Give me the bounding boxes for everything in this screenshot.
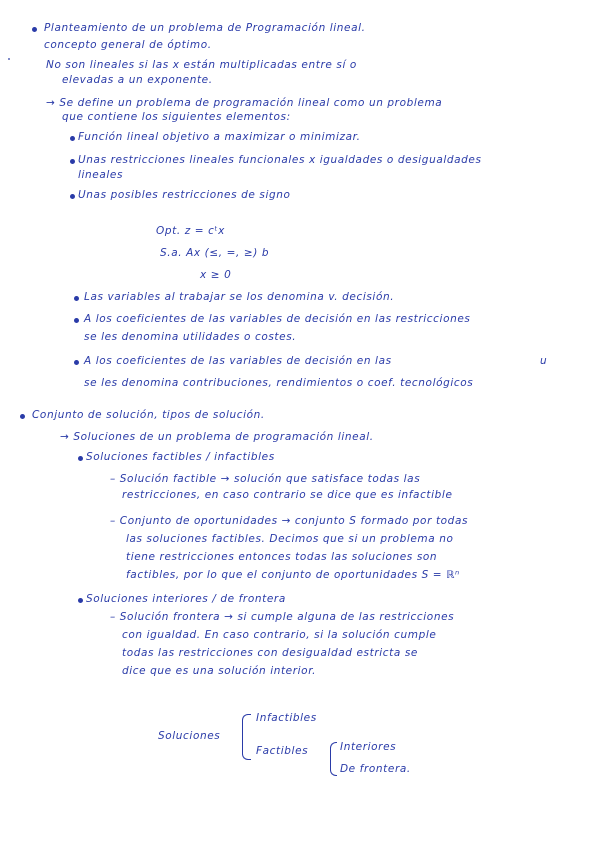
text-line: restricciones, en caso contrario se dice que es infactible: [122, 489, 453, 501]
text-line: que contiene los siguientes elementos:: [62, 111, 291, 123]
bullet-point: [70, 136, 75, 141]
bullet-point: [74, 318, 79, 323]
bullet-point: [70, 159, 75, 164]
text-line: – Conjunto de oportunidades → conjunto S formado por todas: [110, 515, 469, 527]
bullet-point: [74, 296, 79, 301]
bullet-point: [70, 194, 75, 199]
text-line: las soluciones factibles. Decimos que si un problema no: [126, 533, 454, 545]
diagram-branch-factibles: Factibles: [256, 745, 309, 757]
text-line: No son lineales si las x están multiplicadas entre sí o: [46, 59, 357, 71]
text-line: – Solución factible → solución que satisface todas las: [110, 473, 421, 485]
subheading-interiores-frontera: Soluciones interiores / de frontera: [86, 593, 286, 605]
bullet-point: [32, 27, 37, 32]
text-line: Unas restricciones lineales funcionales x igualdades o desigualdades: [78, 154, 482, 166]
text-line: A los coeficientes de las variables de decisión en las: [84, 355, 392, 367]
diagram-root: Soluciones: [158, 730, 221, 742]
diagram-branch-infactibles: Infactibles: [256, 712, 317, 724]
margin-mark: u: [540, 355, 548, 367]
text-line: dice que es una solución interior.: [122, 665, 317, 677]
text-line: elevadas a un exponente.: [62, 74, 213, 86]
text-line: – Solución frontera → si cumple alguna de las restricciones: [110, 611, 455, 623]
diagram-brace: [330, 742, 337, 776]
heading-conjunto-solucion: Conjunto de solución, tipos de solución.: [32, 409, 265, 421]
text-line: Unas posibles restricciones de signo: [78, 189, 291, 201]
text-line: concepto general de óptimo.: [44, 39, 212, 51]
heading-planteamiento: Planteamiento de un problema de Programación lineal.: [44, 22, 366, 34]
text-line: Función lineal objetivo a maximizar o minimizar.: [78, 131, 361, 143]
bullet-point: [78, 456, 83, 461]
bullet-point: [74, 360, 79, 365]
bullet-point: [20, 414, 25, 419]
text-line: se les denomina contribuciones, rendimientos o coef. tecnológicos: [84, 377, 474, 389]
text-line: se les denomina utilidades o costes.: [84, 331, 297, 343]
text-line: → Soluciones de un problema de programación lineal.: [60, 431, 374, 443]
formula-sign: x ≥ 0: [200, 269, 232, 281]
text-line: lineales: [78, 169, 124, 181]
text-line: todas las restricciones con desigualdad estricta se: [122, 647, 418, 659]
formula-objective: Opt. z = cᵗx: [156, 225, 225, 237]
subheading-factibles: Soluciones factibles / infactibles: [86, 451, 275, 463]
text-line: tiene restricciones entonces todas las soluciones son: [126, 551, 438, 563]
formula-constraints: S.a. Ax (≤, =, ≥) b: [160, 247, 270, 259]
diagram-brace: [242, 714, 251, 760]
text-line: con igualdad. En caso contrario, si la solución cumple: [122, 629, 437, 641]
ink-speck: [8, 58, 10, 60]
bullet-point: [78, 598, 83, 603]
diagram-leaf-interiores: Interiores: [340, 741, 397, 753]
text-line: factibles, por lo que el conjunto de oportunidades S = ℝⁿ: [126, 569, 460, 581]
text-line: → Se define un problema de programación lineal como un problema: [46, 97, 443, 109]
text-line: A los coeficientes de las variables de decisión en las restricciones: [84, 313, 471, 325]
text-line: Las variables al trabajar se los denomina v. decisión.: [84, 291, 395, 303]
diagram-leaf-frontera: De frontera.: [340, 763, 411, 775]
